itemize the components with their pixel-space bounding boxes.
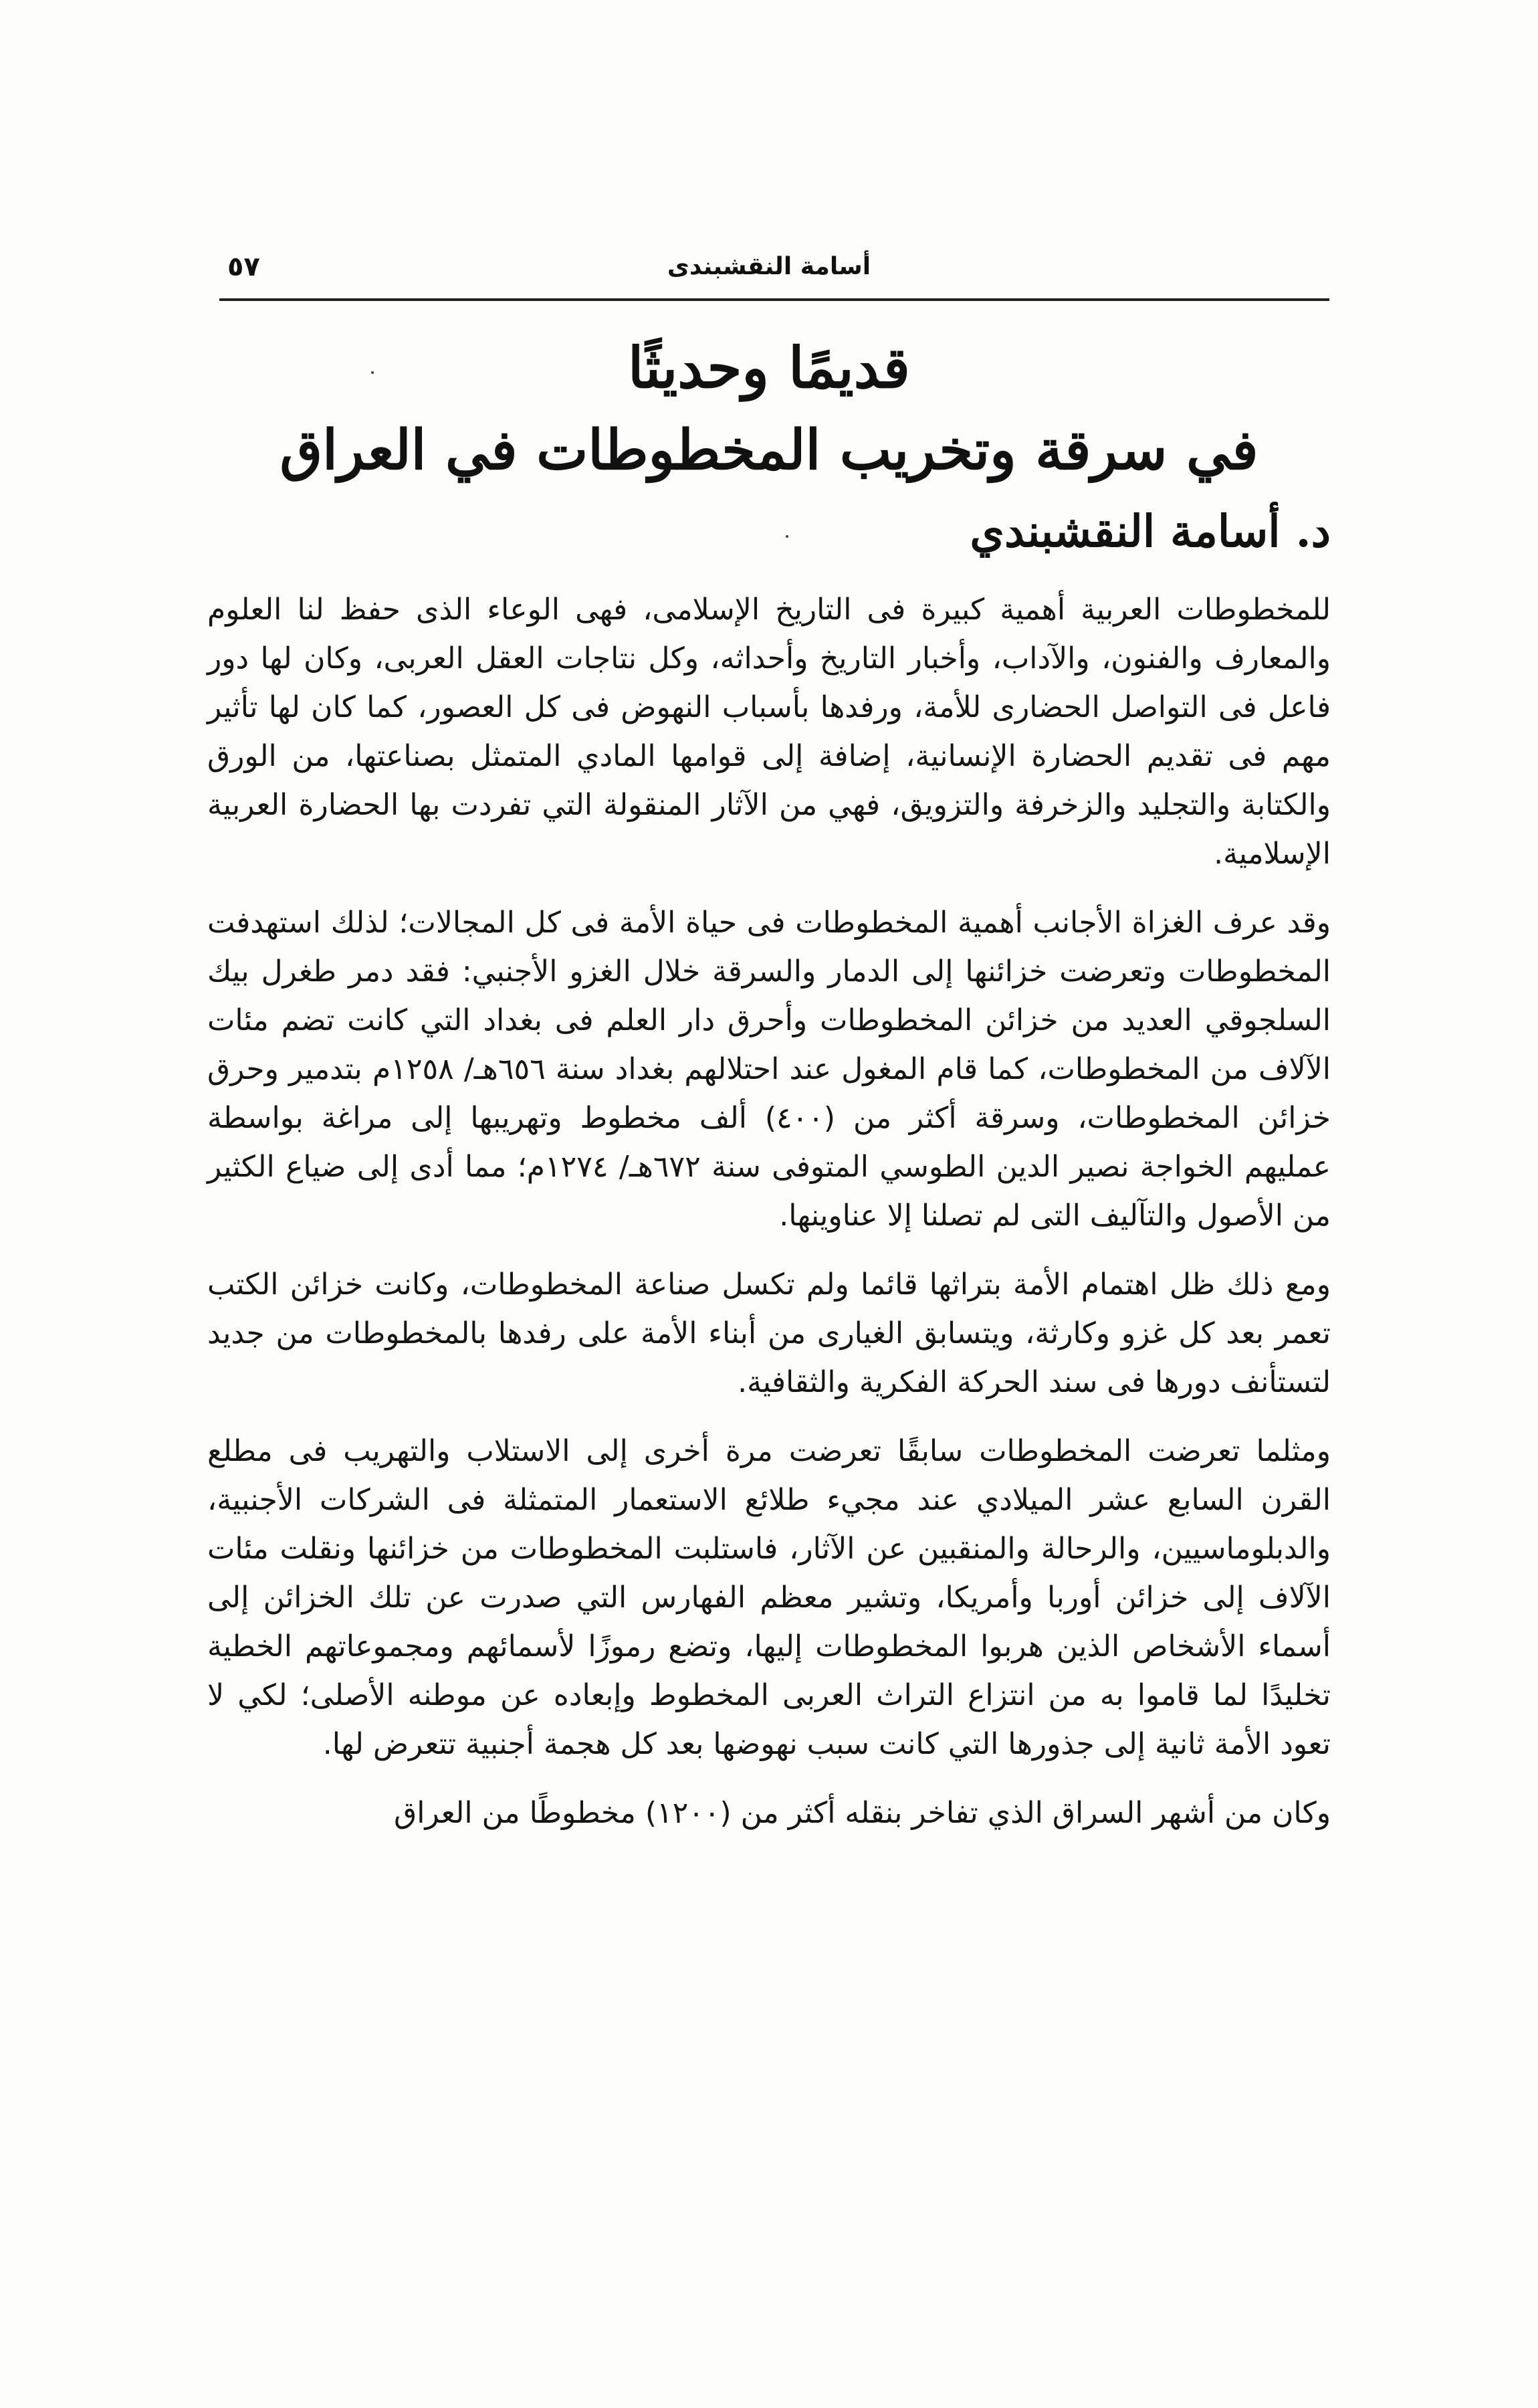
body-paragraph: وقد عرف الغزاة الأجانب أهمية المخطوطات فى حياة الأمة فى كل المجالات؛ لذلك استهدفت المخطوطات وتعرضت خزائنها إلى الدمار والسرقة خلال الغزو الأجنبي: فقد دمر طغرل بيك السلجوقي العديد من خزائن المخطوطات وأحرق دار العلم فى بغداد التي كانت تضم مئات الآلاف من المخطوطات، كما قام المغول عند احتلالهم بغداد سنة ٦٥٦هـ/ ١٢٥٨م بتدمير وحرق خزائن المخطوطات، وسرقة أكثر من (٤٠٠) ألف مخطوط وتهريبها إلى مراغة بواسطة عمليهم الخواجة نصير الدين الطوسي المتوفى سنة ٦٧٢هـ/ ١٢٧٤م؛ مما أدى إلى ضياع الكثير من الأصول والتآليف التى لم تصلنا إلا عناوينها. — [207, 906, 1331, 1233]
page-number: ٥٧ — [227, 252, 260, 282]
body-paragraph: ومثلما تعرضت المخطوطات سابقًا تعرضت مرة أخرى إلى الاستلاب والتهريب فى مطلع القرن السابع عشر الميلادي عند مجيء طلائع الاستعمار المتمثلة فى الشركات الأجنبية، والدبلوماسيين، والرحالة والمنقبين عن الآثار، فاستلبت المخطوطات من خزائنها ونقلت مئات الآلاف إلى خزائن أوربا وأمريكا، وتشير معظم الفهارس التي صدرت عن تلك الخزائن إلى أسماء الأشخاص الذين هربوا المخطوطات إليها، وتضع رموزًا لأسمائهم ومجموعاتهم الخطية تخليدًا لما قاموا به من انتزاع التراث العربى المخطوط وإبعاده عن موطنه الأصلى؛ لكي لا تعود الأمة ثانية إلى جذورها التي كانت سبب نهوضها بعد كل هجمة أجنبية تتعرض لها. — [207, 1434, 1331, 1761]
running-author: أسامة النقشبندى — [667, 253, 871, 280]
body-paragraph: للمخطوطات العربية أهمية كبيرة فى التاريخ الإسلامى، فهى الوعاء الذى حفظ لنا العلوم والمعارف والفنون، والآداب، وأخبار التاريخ وأحداثه، وكل نتاجات العقل العربى، وكان لها دور فاعل فى التواصل الحضارى للأمة، ورفدها بأسباب النهوض فى كل العصور، كما كان لها تأثير مهم فى تقديم الحضارة الإنسانية، إضافة إلى قوامها المادي المتمثل بصناعتها، من الورق والكتابة والتجليد والزخرفة والتزويق، فهي من الآثار المنقولة التي تفردت بها الحضارة العربية الإسلامية. — [207, 593, 1331, 871]
article-title-line-1: قديمًا وحديثًا — [628, 334, 910, 401]
article-title-line-2: في سرقة وتخريب المخطوطات في العراق — [280, 418, 1258, 482]
body-paragraph: ومع ذلك ظل اهتمام الأمة بتراثها قائما ولم تكسل صناعة المخطوطات، وكانت خزائن الكتب تعمر بعد كل غزو وكارثة، ويتسابق الغيارى من أبناء الأمة على رفدها بالمخطوطات من جديد لتستأنف دورها فى سند الحركة الفكرية والثقافية. — [207, 1268, 1331, 1399]
article-body — [207, 585, 1331, 1858]
scan-speck — [371, 371, 374, 374]
running-header — [207, 247, 1331, 301]
header-rule — [219, 298, 1329, 301]
author-byline: د. أسامة النقشبندي — [970, 505, 1331, 557]
scan-speck — [786, 535, 788, 538]
body-paragraph: وكان من أشهر السراق الذي تفاخر بنقله أكثر من (١٢٠٠) مخطوطًا من العراق — [394, 1796, 1331, 1830]
